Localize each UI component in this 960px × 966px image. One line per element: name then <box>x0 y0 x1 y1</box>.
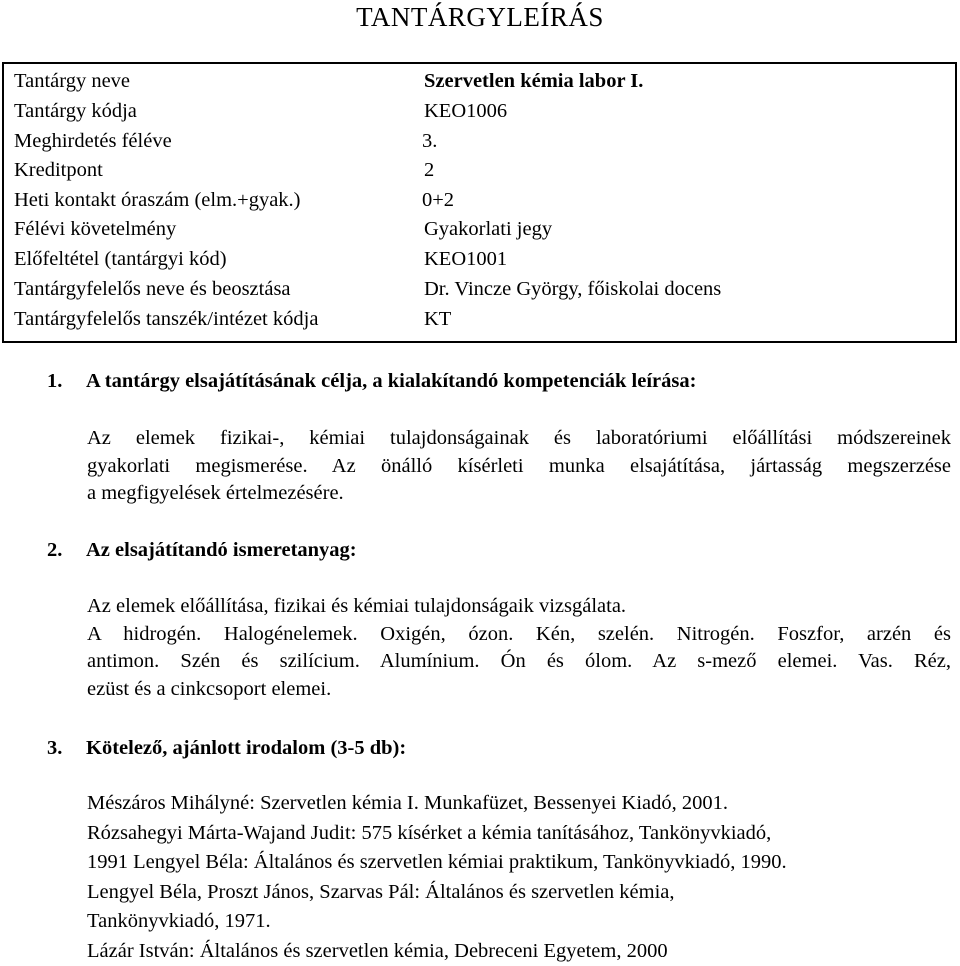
info-value: KT <box>424 305 451 334</box>
info-label: Kreditpont <box>14 156 103 185</box>
info-row-credits <box>4 156 955 185</box>
text-line: Az elemek előállítása, fizikai és kémiai tulajdonságaik vizsgálata. <box>87 593 951 621</box>
info-row-course-name <box>4 67 955 96</box>
info-value: Szervetlen kémia labor I. <box>424 67 643 96</box>
text-line: A hidrogén. Halogénelemek. Oxigén, ózon. Kén, szelén. Nitrogén. Foszfor, arzén és <box>87 621 951 649</box>
reference-line: Rózsahegyi Márta-Wajand Judit: 575 kísérket a kémia tanításához, Tankönyvkiadó, <box>87 819 947 849</box>
text-line: Az elemek fizikai-, kémiai tulajdonságainak és laboratóriumi előállítási módszereinek <box>87 425 951 453</box>
reference-line: Lengyel Béla, Proszt János, Szarvas Pál: Általános és szervetlen kémia, <box>87 878 947 908</box>
info-row-prerequisite <box>4 245 955 274</box>
section-number: 2. <box>47 539 86 562</box>
info-value: Dr. Vincze György, főiskolai docens <box>424 275 721 304</box>
text-line: a megfigyelések értelmezésére. <box>87 480 951 508</box>
section-3-references <box>87 789 947 966</box>
section-2-text <box>87 593 951 703</box>
info-label: Előfeltétel (tantárgyi kód) <box>14 245 227 274</box>
section-1-text <box>87 425 951 508</box>
text-line: ezüst és a cinkcsoport elemei. <box>87 676 951 704</box>
section-1-heading <box>47 370 696 393</box>
document-title: TANTÁRGYLEÍRÁS <box>0 2 960 33</box>
section-title: Az elsajátítandó ismeretanyag: <box>86 539 357 561</box>
info-value: 2 <box>424 156 434 185</box>
info-row-contact-hours <box>4 186 955 215</box>
text-line: gyakorlati megismerése. Az önálló kísérleti munka elsajátítása, jártasság megszerzése <box>87 453 951 481</box>
section-title: Kötelező, ajánlott irodalom (3-5 db): <box>86 737 406 759</box>
info-value: KEO1001 <box>424 245 507 274</box>
info-label: Meghirdetés féléve <box>14 127 172 156</box>
info-row-semester <box>4 127 955 156</box>
info-value: KEO1006 <box>424 97 507 126</box>
section-number: 3. <box>47 737 86 760</box>
reference-line: Lázár István: Általános és szervetlen kémia, Debreceni Egyetem, 2000 <box>87 937 947 966</box>
info-label: Tantárgy neve <box>14 67 130 96</box>
info-row-responsible <box>4 275 955 304</box>
section-2-heading <box>47 539 357 562</box>
info-label: Tantárgyfelelős tanszék/intézet kódja <box>14 305 318 334</box>
text-line: antimon. Szén és szilícium. Alumínium. Ón és ólom. Az s-mező elemei. Vas. Réz, <box>87 648 951 676</box>
info-row-course-code <box>4 97 955 126</box>
info-value: 3. <box>422 127 437 156</box>
course-info-table <box>2 62 957 343</box>
section-number: 1. <box>47 370 86 393</box>
info-label: Félévi követelmény <box>14 215 176 244</box>
reference-line: 1991 Lengyel Béla: Általános és szervetlen kémiai praktikum, Tankönyvkiadó, 1990. <box>87 848 947 878</box>
section-3-heading <box>47 737 406 760</box>
info-row-department <box>4 305 955 334</box>
section-title: A tantárgy elsajátításának célja, a kialakítandó kompetenciák leírása: <box>86 370 696 392</box>
info-row-requirement <box>4 215 955 244</box>
info-label: Tantárgy kódja <box>14 97 137 126</box>
reference-line: Tankönyvkiadó, 1971. <box>87 907 947 937</box>
info-label: Tantárgyfelelős neve és beosztása <box>14 275 291 304</box>
info-value: Gyakorlati jegy <box>424 215 552 244</box>
reference-line: Mészáros Mihályné: Szervetlen kémia I. Munkafüzet, Bessenyei Kiadó, 2001. <box>87 789 947 819</box>
info-label: Heti kontakt óraszám (elm.+gyak.) <box>14 186 301 215</box>
info-value: 0+2 <box>422 186 454 215</box>
